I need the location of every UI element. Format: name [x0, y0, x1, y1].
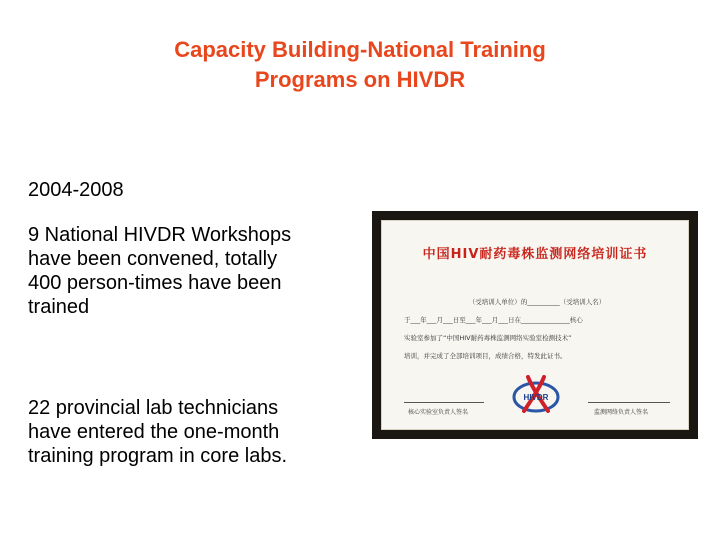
workshops-line: 9 National HIVDR Workshops	[28, 224, 292, 246]
years-text: 2004-2008	[28, 179, 124, 201]
workshops-line: 400 person-times have been	[28, 272, 282, 294]
title-line-1: Capacity Building-National Training	[174, 37, 546, 62]
certificate-line: （受培训人单位）的__________（受培训人名）	[468, 298, 606, 306]
workshops-line: have been convened, totally	[28, 248, 278, 270]
certificate-line: 培训，并完成了全部培训项目，成绩合格，特发此证书。	[404, 352, 567, 360]
certificate-heading: 中国HIV耐药毒株监测网络培训证书	[422, 247, 648, 262]
certificate-paper	[381, 220, 689, 430]
certificate-image	[372, 211, 698, 439]
technicians-line: 22 provincial lab technicians	[28, 397, 279, 419]
workshops-paragraph	[28, 223, 291, 319]
technicians-paragraph	[28, 396, 287, 468]
signature-line-left	[404, 402, 484, 403]
title-line-2: Programs on HIVDR	[254, 67, 466, 92]
certificate-line: 于___年___月___日至___年___月___日在_______________核心	[404, 316, 583, 324]
technicians-line: have entered the one-month	[28, 421, 280, 443]
slide-title	[0, 35, 720, 95]
logo-text: HIVDR	[523, 393, 549, 402]
signature-line-right	[588, 402, 670, 403]
technicians-line: training program in core labs.	[28, 445, 288, 467]
workshops-line: trained	[28, 296, 90, 318]
signature-label-left: 核心实验室负责人签名	[408, 409, 469, 416]
hivdr-logo-icon	[510, 373, 562, 415]
certificate-line: 实验室参加了“中国HIV耐药毒株监测网络实验室检测技术”	[404, 334, 572, 342]
signature-label-right: 监测网络负责人签名	[594, 409, 649, 416]
